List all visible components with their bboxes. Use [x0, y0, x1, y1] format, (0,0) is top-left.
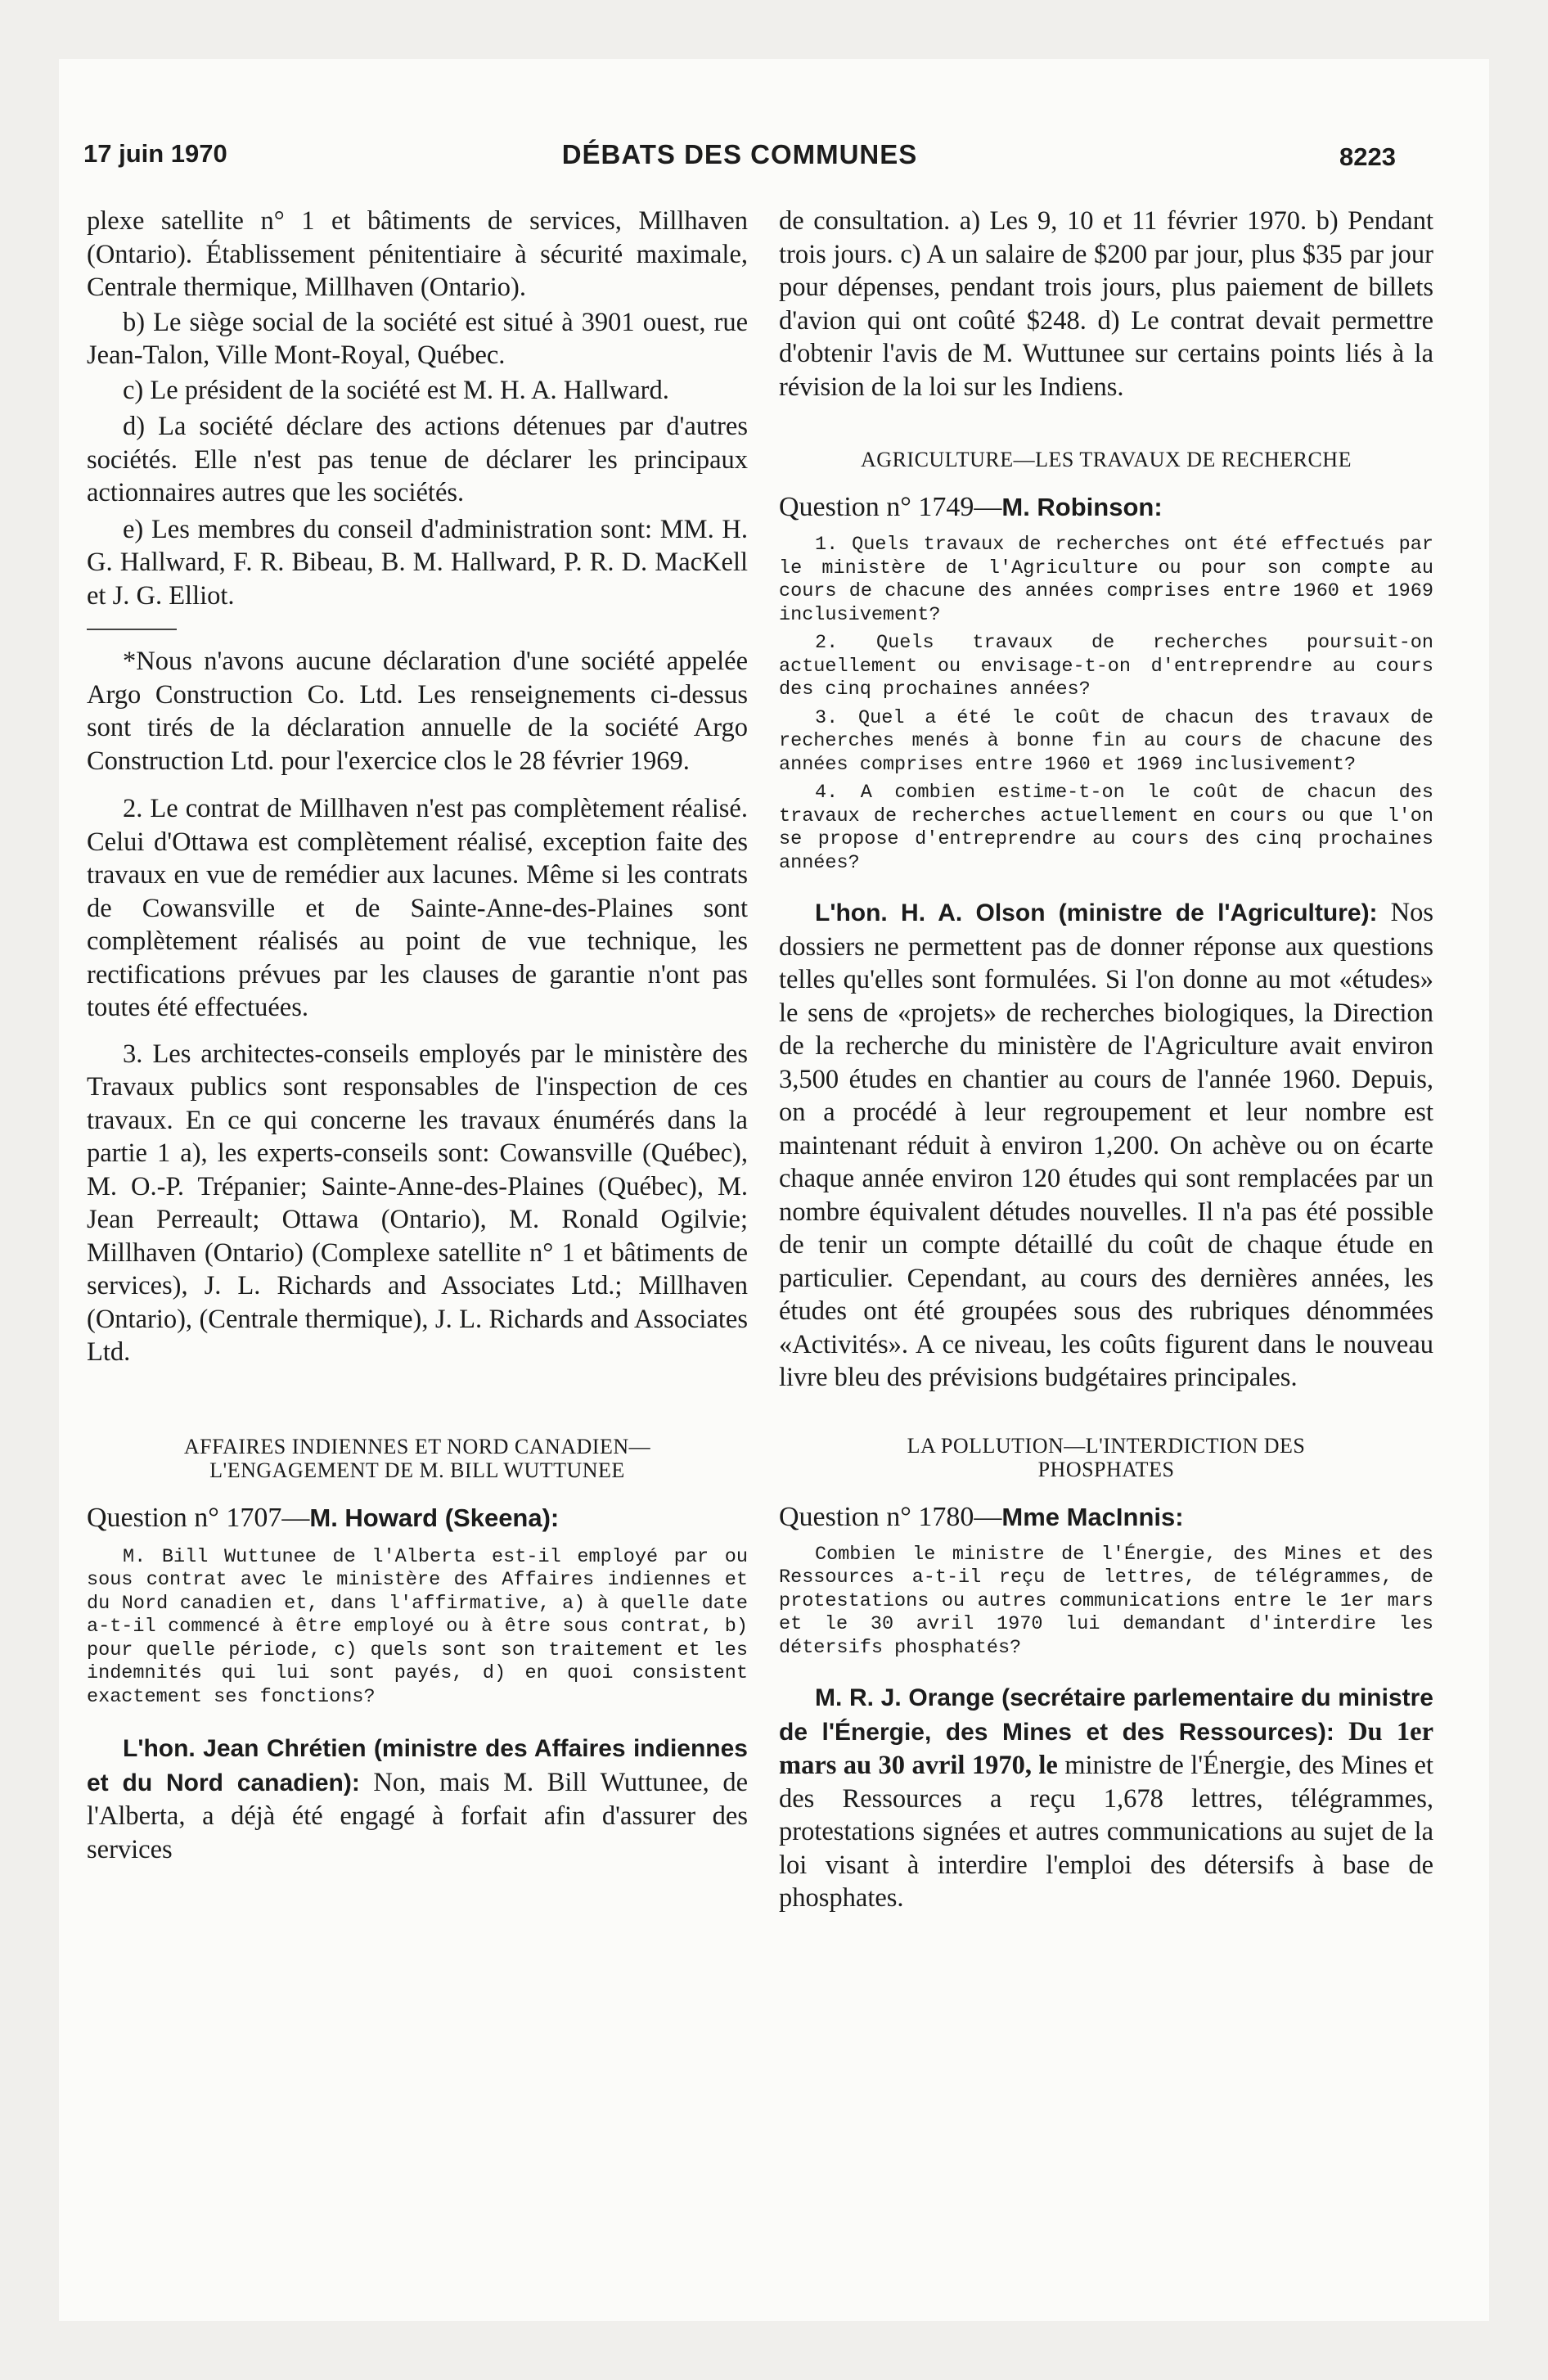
answer-text: ministre de l'Énergie, des Mines et des Ressources a reçu 1,678 lettres, télégrammes, protestations signées et autres communications au sujet de la loi visant à interdire l'emploi des détersifs à base de phosphates. — [779, 1751, 1433, 1913]
question-1749-item-1: 1. Quels travaux de recherches ont été effectués par le ministère de l'Agriculture ou pour son compte au cours de chacune des années comprises entre 1960 et 1969 inclusivement? — [779, 534, 1433, 626]
right-paragraph-continuation: de consultation. a) Les 9, 10 et 11 février 1970. b) Pendant trois jours. c) A un salaire de $200 par jour, plus $35 par jour pour dépenses, pendant trois jours, plus paiement de billets d'avion qui ont coûté $248. d) Le contrat devait permettre d'obtenir l'avis de M. Wuttunee sur certains points liés à la révision de la loi sur les Indiens. — [779, 206, 1433, 402]
section-divider — [87, 629, 177, 630]
question-1780-text: Combien le ministre de l'Énergie, des Mines et des Ressources a-t-il reçu de lettres, de télégrammes, de protestations ou autres communications entre le 1er mars et le 30 avril 1970 lui demandant d'interdire les détersifs phosphatés? — [779, 1543, 1433, 1659]
question-member: Mme MacInnis: — [1001, 1502, 1184, 1531]
answer-speaker: L'hon. Jean Chrétien (ministre des Affaires indiennes et du Nord canadien): — [87, 1735, 748, 1796]
answer-lead: Du 1er mars au 30 avril 1970, le — [779, 1716, 1433, 1780]
right-column — [779, 190, 1433, 1915]
answer-text: Nos dossiers ne permettent pas de donner réponse aux questions telles qu'elles sont formulées. Si l'on donne au mot «études» le sens de «projets» de recherches biologiques, la Direction de la recherche du ministère de l'Agriculture avait environ 3,500 études en chantier au cours de l'année 1960. Depuis, on a procédé à leur regroupement et leur nombre est maintenant réduit à environ 1,200. On achève ou on écarte chaque année environ 120 études qui sont remplacées par un nombre équivalent détudes nouvelles. Il n'a pas été possible de tenir un compte détaillé du coût de chaque étude en particulier. Cependant, au cours des dernières années, les études ont été groupées sous des rubriques dénommées «Activités». A ce niveau, les coûts figurent dans le nouveau livre bleu des prévisions budgétaires principales. — [779, 898, 1434, 1392]
section-heading-pollution-line2: PHOSPHATES — [1037, 1457, 1175, 1481]
section-heading-line1: AFFAIRES INDIENNES ET NORD CANADIEN— — [183, 1434, 651, 1458]
left-column — [87, 190, 748, 1866]
answer-1780 — [779, 1681, 1433, 1915]
question-number: Question n° 1707— — [87, 1502, 310, 1533]
answer-speaker: M. R. J. Orange (secrétaire parlementaire du ministre de l'Énergie, des Mines et des Ressources): — [779, 1684, 1433, 1746]
question-1749-item-3: 3. Quel a été le coût de chacun des travaux de recherches menés à bonne fin au cours de chacune des années comprises entre 1960 et 1969 inclusivement? — [779, 706, 1433, 776]
question-number: Question n° 1780— — [779, 1501, 1002, 1532]
header-date: 17 juin 1970 — [83, 139, 227, 168]
left-paragraph-3: 3. Les architectes-conseils employés par le ministère des Travaux publics sont responsables de l'inspection de ces travaux. En ce qui concerne les travaux énumérés dans la partie 1 a), les experts-conseils sont: Cowansville (Québec), M. O.-P. Trépanier; Sainte-Anne-des-Plaines (Québec), M. Jean Perreault; Ottawa (Ontario), M. Ronald Ogilvie; Millhaven (Ontario) (Complexe satellite n° 1 et bâtiments de services), J. L. Richards and Associates Ltd.; Millhaven (Ontario), (Centrale thermique), J. L. Richards and Associates Ltd. — [87, 1039, 748, 1367]
left-paragraph-b: b) Le siège social de la société est situé à 3901 ouest, rue Jean-Talon, Ville Mont-Royal, Québec. — [87, 307, 748, 370]
question-1749-item-4: 4. A combien estime-t-on le coût de chacun des travaux de recherches actuellement en cours ou que l'on se propose d'entreprendre au cours des cinq prochaines années? — [779, 782, 1433, 874]
header-page-number: 8223 — [1339, 142, 1396, 171]
section-heading-agriculture: AGRICULTURE—LES TRAVAUX DE RECHERCHE — [861, 448, 1352, 471]
left-paragraph-d: d) La société déclare des actions détenues par d'autres sociétés. Elle n'est pas tenue de déclarer les principaux actionnaires autres que les sociétés. — [87, 412, 748, 507]
answer-text: Non, mais M. Bill Wuttunee, de l'Alberta, a déjà été engagé à forfait afin d'assurer des services — [87, 1767, 748, 1864]
answer-speaker: L'hon. H. A. Olson (ministre de l'Agriculture): — [815, 899, 1378, 926]
question-number: Question n° 1749— — [779, 492, 1002, 522]
section-heading-pollution-line1: LA POLLUTION—L'INTERDICTION DES — [907, 1433, 1306, 1458]
left-footnote-paragraph: *Nous n'avons aucune déclaration d'une société appelée Argo Construction Co. Ltd. Les renseignements ci-dessus sont tirés de la déclaration annuelle de la société Argo Construction Ltd. pour l'exercice clos le 28 février 1969. — [87, 647, 748, 776]
left-paragraph-continuation: plexe satellite n° 1 et bâtiments de services, Millhaven (Ontario). Établissement pénitentiaire à sécurité maximale, Centrale thermique, Millhaven (Ontario). — [87, 206, 748, 302]
section-heading-line2: L'ENGAGEMENT DE M. BILL WUTTUNEE — [209, 1458, 625, 1482]
question-1780 — [779, 1501, 1433, 1534]
question-member: M. Robinson: — [1001, 493, 1163, 521]
left-paragraph-c: c) Le président de la société est M. H. A. Hallward. — [123, 375, 669, 405]
left-paragraph-e: e) Les membres du conseil d'administration sont: MM. H. G. Hallward, F. R. Bibeau, B. M. Hallward, P. R. D. MacKell et J. G. Elliot. — [87, 514, 748, 611]
question-1707-text: M. Bill Wuttunee de l'Alberta est-il employé par ou sous contrat avec le ministère des Affaires indiennes et du Nord canadien et, dans l'affirmative, a) à quelle date a-t-il commencé à être employé ou à être sous contrat, b) pour quelle période, c) quels sont son traitement et les indemnités qui lui sont payés, d) en quoi consistent exactement ses fonctions? — [87, 1545, 748, 1708]
left-paragraph-2: 2. Le contrat de Millhaven n'est pas complètement réalisé. Celui d'Ottawa est complètement réalisé, exception faite des travaux en vue de remédier aux lacunes. Même si les contrats de Cowansville et de Sainte-Anne-des-Plaines sont complètement réalisés au point de vue technique, les rectifications prévues par les clauses de garantie n'ont pas toutes été effectuées. — [87, 794, 748, 1022]
question-1749-item-2: 2. Quels travaux de recherches poursuit-on actuellement ou envisage-t-on d'entreprendre au cours des cinq prochaines années? — [779, 632, 1433, 701]
header-title: DÉBATS DES COMMUNES — [561, 139, 918, 169]
answer-1749 — [779, 896, 1433, 1395]
answer-1707 — [87, 1732, 748, 1866]
question-1707 — [87, 1502, 748, 1535]
question-1749 — [779, 491, 1433, 524]
page-header — [83, 139, 1396, 175]
question-member: M. Howard (Skeena): — [309, 1503, 560, 1532]
